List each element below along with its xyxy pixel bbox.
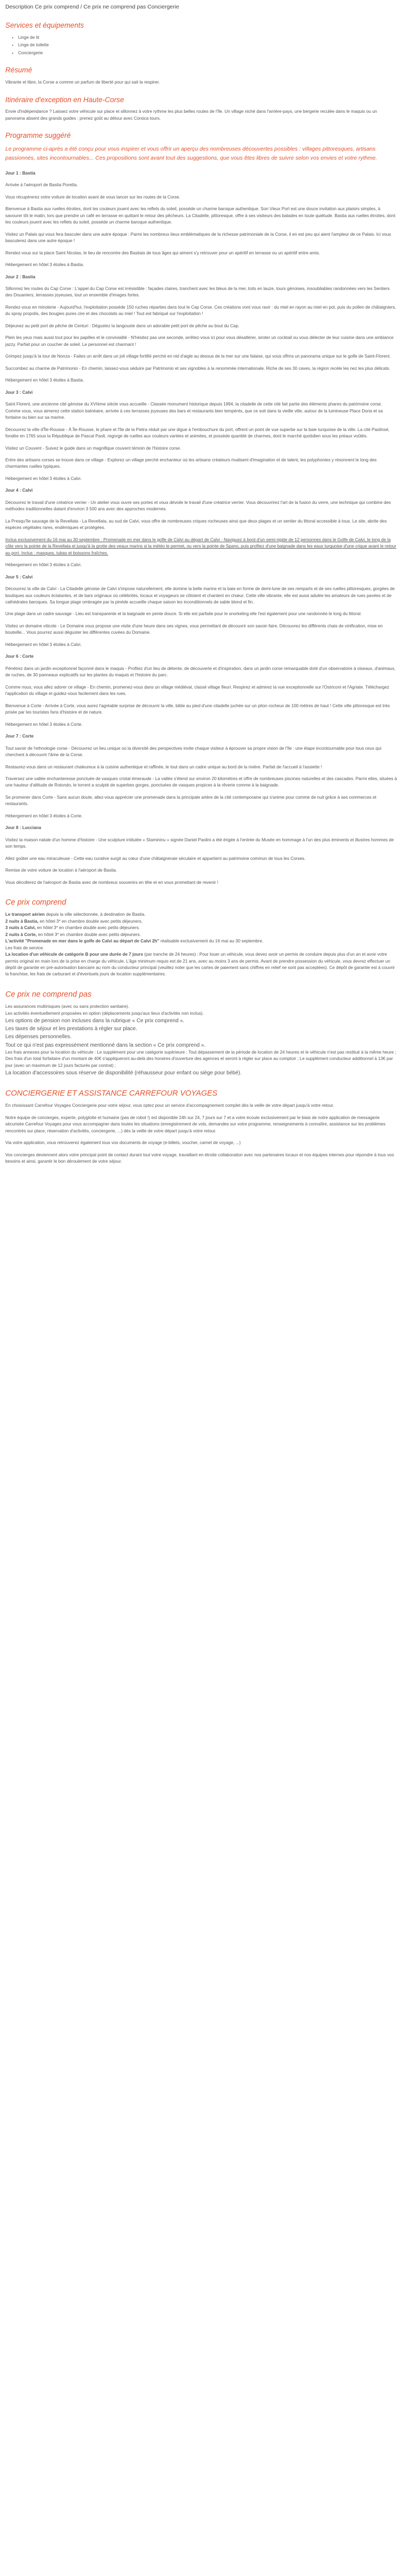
transport-text: depuis la ville sélectionnée, à destination de Bastia.: [46, 912, 146, 917]
activity-line: [5, 938, 398, 945]
day-title: Jour 1 : Bastia: [5, 170, 36, 176]
day-paragraph: Grimpez jusqu'à la tour de Nonza - Faites un arrêt dans un joli village fortifié perché en nid d'aigle au dessus de la mer sur une falaise, qui vous offrira un panorama unique sur le golfe de Saint-Florent.: [5, 354, 391, 359]
day-paragraph: Hébergement en hôtel 3 étoiles à Corte.: [5, 813, 83, 818]
list-item: • Conciergerie: [18, 50, 398, 56]
day-paragraph: Comme nous, vous allez adorer ce village - En chemin, promenez-vous dans un village médiéval, classé village fleuri. Respirez et admirez la vue exceptionnelle sur l'Ostriconi et l'Agriate. Téléchargez l'application du village et guidez-vous facilement dans les rues.: [5, 684, 389, 697]
itineraire-text: Envie d'indépendance ? Laissez votre véhicule sur place et sillonnez à votre rythme les plus belles routes de l'île. Un village niché dans l'arrière-pays, une bergerie reculée dans le maquis ou un panorama absent des grands guides : prenez goût au détour avec Corsica tours.: [5, 109, 377, 121]
list-item: Tout ce qui n'est pas expressément mentionné dans la section « Ce prix comprend ».: [5, 1042, 206, 1048]
day-paragraph: Se promener dans Corte - Sans aucun doute, allez-vous apprécier une promenade dans la principale artère de la cité contemporaine qui s'anime pour comme de nuit grâce à ses commerces et restaurants.: [5, 794, 376, 807]
day-paragraph: Découvrez la ville d'Île-Rousse - À Île-Rousse, le phare et l'île de la Pietra réduit par une digue à l'embouchure du port, offrent un point de vue superbe sur la baie turquoise de la ville. La cité Paolinsé, fondée en 1765 sous la République de Pascal Paoli, regorge de ruelles aux couleurs variées et animées, et possède quantité de charmes, dont le marché quotidien sous les préaux voûtés.: [5, 427, 390, 439]
day-paragraph: Pénétrez dans un jardin exceptionnel façonné dans le maquis - Profitez d'un lieu de détente, de découverte et d'inspiration, dans un jardin corse remarquable doté d'un observatoire à oiseaux, d'animaux, de ruches, de 30 panneaux explicatifs sur les plantes du maquis et l'histoire du parc.: [5, 666, 396, 678]
programme-days: [5, 170, 398, 886]
night-label: 2 nuits à Bastia,: [5, 918, 39, 924]
night-text: en hôtel 3* en chambre double avec petits déjeuners.: [39, 918, 143, 924]
conciergerie-paragraph: En choisissant Carrefour Voyages Conciergerie pour votre séjour, vous optez pour un service d'accompagnement complet dès la veille de votre départ jusqu'à votre retour.: [5, 1103, 334, 1108]
fees-line: Les frais de service.: [5, 945, 44, 950]
day-paragraph: Inclus exclusivement du 16 mai au 30 septembre : Promenade en mer dans le golfe de Calvi au départ de Calvi - Naviguez à bord d'un semi-rigide de 12 personnes dans le Golfe de Calvi, le long de la côte vers la pointe de la Revellata et jusqu'à la grotte des veaux marins si la météo le permet, ou vers la pointe de Spano, puis profitez d'une baignade dans les eaux turquoise d'une crique avant le retour au port. Inclus : masques, tubas et boissons fraîches.: [5, 537, 397, 556]
conciergerie-title: CONCIERGERIE ET ASSISTANCE CARREFOUR VOYAGES: [5, 1089, 217, 1098]
day-paragraph: Visitez un domaine viticole - Le Domaine vous propose une visite d'une heure dans ses vignes, vous permettant de découvrir son savoir-faire. Découvrez les différents chais de vinification, mise en bouteille... Vous pourrez aussi déguster les différentes cuvées du Domaine.: [5, 623, 383, 635]
day-title: Jour 3 : Calvi: [5, 390, 33, 395]
day-title: Jour 5 : Calvi: [5, 574, 33, 579]
day-paragraph: Succombez au charme de Patrimonio - En chemin, laissez-vous séduire par Patrimonio et ses vignobles à la renommée internationale. Riche de ses 30 caves, la région recèle les nez les plus délicats.: [5, 366, 391, 371]
location-label: La location d'un véhicule de catégorie B pour une durée de 7 jours: [5, 952, 143, 957]
day-paragraph: Plein les yeux mais aussi tout pour les papilles et le convivialité - N'hésitez pas une seconde, arrêtez-vous ici pour vous désaltérer, siroter un cocktail ou vous délecter de leur cuisine dans une ambiance jazzy. Parfait pour un coucher de soleil. Le personnel est charmant !: [5, 335, 394, 347]
list-item: La location d'accessoires sous réserve de disponibilité (réhausseur pour enfant ou siège pour bébé).: [5, 1070, 242, 1076]
programme-intro: Le programme ci-après a été conçu pour vous inspirer et vous offrir un aperçu des nombreuses découvertes possibles : villages pittoresques, artisans passionnés, sites incontournables... Ces propositions sont avant tout des suggestions, que vous êtes libres de suivre selon vos envies et votre rythme.: [5, 146, 377, 162]
day-paragraph: Allez goûter une eau miraculeuse - Cette eau curative surgit au cœur d'une châtaigneraie séculaire et appartient au patrimoine commun de tous les Corses.: [5, 856, 306, 861]
day-paragraph: Rendez-vous sur la place Saint Nicolas, le lieu de rencontre des Bastiais de tous âges qui aiment s'y retrouver pour un apéritif en terrasse ou un apéritif entre amis.: [5, 250, 320, 255]
day-paragraph: Rendez-vous en minoterie - Aujourd'hui, l'exploitation possède 150 ruches réparties dans tout le Cap Corse. Ces créations vont vous ravir : du miel en rayon au miel en pot, puis du pollen de châtaigniers, du spray propolis, des bougies pures cire et des chocolats au miel ! Tout est fabriqué sur l'exploitation !: [5, 304, 396, 317]
list-item: Les options de pension non incluses dans la rubrique « Ce prix comprend ».: [5, 1018, 184, 1024]
day-paragraph: Hébergement en hôtel 3 étoiles à Calvi.: [5, 476, 82, 481]
prix-ne-comprend-title: Ce prix ne comprend pas: [5, 990, 91, 999]
night-line: [5, 918, 398, 925]
day-paragraph: Hébergement en hôtel 3 étoiles à Calvi.: [5, 642, 82, 647]
list-item: Les assurances multirisques (avec ou sans protection sanitaire).: [5, 1004, 129, 1009]
day-paragraph: Découvrez la ville de Calvi - La Citadelle génoise de Calvi s'impose naturellement, elle domine la belle marine et la baie en forme de demi-lune de ses remparts et de ses ruelles pittoresques, gorgées de boutiques aux couleurs éclatantes, et de bars originaux où célébrités, locaux et voyageurs se côtoient et chantent en chœur. Cette ville vibrante, elle est aussi adulée les amateurs de rues pavées et de cathédrales baroques. Sa longue plage ombragée par la pinède accueille chaque saison les inconditionnels de sable blond et fin.: [5, 586, 395, 605]
day-paragraph: Bienvenue à Corte - Arrivée à Corte, vous aurez l'agréable surprise de découvrir la ville, bâtie au pied d'une citadelle juchée sur un piton rocheux de 100 mètres de haut ! Cette ville pittoresque est très prisée par les touristes fans d'histoire et de nature.: [5, 703, 390, 715]
day-paragraph: Une plage dans un cadre sauvage - Lieu est transparente et la baignade en pente douce. Si elle est parfaite pour le snorkeling elle l'est également pour une randonnée le long du littoral.: [5, 611, 362, 617]
transport-label: Le transport aérien: [5, 912, 45, 917]
day-paragraph: Vous décollerez de l'aéroport de Bastia avec de nombreux souvenirs en tête et en vous promettant de revenir !: [5, 880, 219, 885]
day-paragraph: Hébergement en hôtel 3 étoiles à Bastia.: [5, 262, 84, 268]
day-title: Jour 2 : Bastia: [5, 274, 36, 279]
location-text: (par tranche de 24 heures) : Pour louer un véhicule, vous devez avoir un permis de conduire depuis plus d'un an et avoir votre permis original en main lors de la prise en charge du véhicule. L'âge minimum requis est de 21 ans, avec au moins 3 ans de permis. Avant de prendre possession du véhicule, vous devrez effectuer un dépôt de garantie en pré-autorisation bancaire au nom du conducteur principal (veuillez noter que les cartes de paiement sans chiffres en relief ne sont pas acceptées). Ce dépôt de garantie est à couvrir la franchise, les frais de carburant et d'éventuels jours de location supplémentaires.: [5, 952, 395, 977]
transport-line: [5, 912, 398, 918]
services-list: [5, 35, 398, 56]
list-item: Les dépenses personnelles.: [5, 1034, 72, 1040]
day-paragraph: Visitez un Couvent - Suivez le guide dans un magnifique couvent témoin de l'histoire corse.: [5, 445, 181, 451]
resume-text: Vibrante et libre, la Corse a comme un parfum de liberté pour qui sait la respirer.: [5, 80, 160, 85]
prix-comprend-section: [5, 912, 398, 978]
day-paragraph: Hébergement en hôtel 3 étoiles à Bastia.: [5, 378, 84, 383]
day-paragraph: Saint Florent, une ancienne cité génoise du XVIème siècle vous accueille - Classée monument historique depuis 1994, la citadelle de cette cité fait partie des éléments phares du patrimoine corse. Comme vous, vous aimerez cette station balnéaire, arrivée à ces terrasses joyeuses des bars et restaurants bien tempérés, que ce soit dans la vieille ville, autour de la lumineuse Place Doria et sa fontaine ou bien sur sa marine.: [5, 402, 383, 420]
night-line: [5, 925, 398, 931]
location-line: [5, 951, 398, 978]
day-paragraph: Sillonnez les routes du Cap Corse : L'appel du Cap Corse est irrésistible : façades claires, tranchent avec les bleus de la mer, toits en lauze, tours génoises, insoubliables randonnées vers les Sentiers des Douaniers, terrasses joyeuses, tout un ensemble d'images fortes.: [5, 286, 390, 298]
day-paragraph: Vous récupérerez votre voiture de location avant de vous lancer sur les routes de la Corse.: [5, 194, 181, 200]
list-item: Les taxes de séjour et les prestations à régler sur place.: [5, 1026, 137, 1032]
activity-label: L'activité "Promenade en mer dans le golfe de Calvi au départ de Calvi 2h": [5, 939, 159, 944]
night-text: en hôtel 3* en chambre double avec petits déjeuners.: [38, 932, 141, 937]
description: Description Ce prix comprend / Ce prix ne comprend pas Conciergerie: [5, 4, 179, 10]
conciergerie-paragraph: Notre équipe de concierges, experte, polyglotte et humaine (pas de robot !) est disponible 24h sur 24, 7 jours sur 7 et a votre écoute exclusivement par le biais de notre application de messagerie sécurisée Carrefour Voyages pour vous accompagner dans toutes les situations (enregistrement de vols, demandes sur votre programme, renseignements à connaître, assistance sur les problèmes rencontrés sur place, réservation d'activités, conciergerie, ...) dès la veille de votre départ jusqu'à votre retour.: [5, 1115, 385, 1133]
day-paragraph: Arrivée à l'aéroport de Bastia Poretta.: [5, 183, 78, 188]
list-item: • Linge de lit: [18, 35, 398, 41]
night-text: en hôtel 3* en chambre double avec petits déjeuners.: [37, 925, 140, 931]
day-paragraph: Hébergement en hôtel 3 étoiles à Calvi.: [5, 562, 82, 568]
day-paragraph: Visitez un Palais qui vous fera basculer dans une autre époque : Parmi les nombreux lieux emblématiques de la richesse patrimoniale de la Corse, il en est peu qui aient l'ampleur de ce Palais. Ici vous basculerez dans une autre époque !: [5, 231, 391, 244]
prix-comprend-title: Ce prix comprend: [5, 898, 66, 907]
day-paragraph: Bienvenue à Bastia aux ruelles étroites, dont les couleurs jouent avec les reflets du soleil, posséde un charme baroque authentique. Son Vieux Port est une douce invitation aux plaisirs simples, à savourer tôt le matin, lors que prendre un café en terrasse en quittant le retour des pêcheurs. La Citadelle, pittoresque, offre à ses visiteurs des balades en toute quiétude. Bastia aux ruelles étroites, dont les couleurs jouent avec les reflets du soleil, posséde un charme baroque authentique.: [5, 206, 396, 225]
day-title: Jour 4 : Calvi: [5, 488, 33, 493]
day-paragraph: Tout savoir de l'ethnologie corse - Découvrez un lieu unique où la diversité des perspectives invite chaque visiteur à éprouver sa propre vision de l'île : une étape incontournable pour tous ceux qui cherchent à découvrir l'âme de la Corse.: [5, 746, 382, 758]
conciergerie-section: [5, 1103, 398, 1165]
day-paragraph: Déjeunez au petit port de pêche de Centuri : Dégustez la langouste dans un adorable petit port de pêche au bout du Cap.: [5, 323, 240, 328]
conciergerie-paragraph: Vos concierges deviennent alors votre principal point de contact durant tout votre voyage, travaillant en étroite collaboration avec nos partenaires locaux et nos équipes internes pour répondre à tous vos besoins et ainsi, garantir le bon déroulement de votre séjour.: [5, 1152, 394, 1164]
day-title: Jour 6 : Corte: [5, 654, 34, 659]
day-paragraph: Visitez la maison natale d'un homme d'histoire - Une sculpture intitulée « Stamininu » signée Daniel Paolini a été érigée à l'entrée du Musée en hommage à l'un des plus éminents et illustres hommes de son temps.: [5, 837, 394, 849]
day-title: Jour 7 : Corte: [5, 734, 34, 739]
itineraire-title: Itinéraire d'exception en Haute-Corse: [5, 95, 124, 104]
day-paragraph: La Presqu'île sauvage de la Revellata - La Revellata, au sud de Calvi, vous offre de nombreuses criques rocheuses ainsi que deux plages et un sentier du littoral accessible à tous. Le site, abrite des espèces végétales rares, endémiques et protégées.: [5, 518, 387, 531]
list-item: Les frais annexes pour la location du véhicule : Le supplément pour une catégorie supérieure ; Tout dépassement de la période de location de 24 heures et le véhicule n'est pas restitué à la même heure ; Des frais d'un total forfaitaire d'un montant de 40€ s'appliqueront au-delà des horaires d'ouverture des agences et seront à régler sur place au comptoir ; Le supplément conducteur additionnel à 13€ par jour (avec un maximum de 12 jours facturés par contrat) ;: [5, 1049, 397, 1068]
conciergerie-paragraph: Via votre application, vous retrouverez également tous vos documents de voyage (e-billets, voucher, carnet de voyage, ...): [5, 1140, 241, 1146]
day-paragraph: Entre des artisans corses se trouve dans ce village - Explorez un village perché enchanteur où les artisans créateurs rivalisent d'imagination et de talent, les polyphonies y résonnent le long des charmantes ruelles typiques.: [5, 457, 377, 469]
day-title: Jour 8 : Lucciana: [5, 825, 41, 831]
night-line: [5, 932, 398, 938]
activity-text: réalisable exclusivement du 16 mai au 30 septembre.: [160, 939, 264, 944]
page: [0, 0, 403, 1187]
day-paragraph: Traversez une vallée enchanteresse ponctuée de vasques cristal émeraude - La vallée s'étend sur environ 20 kilomètres et offre de nombreuses piscines naturelles et des cascades. Parmi elles, situées à une hauteur d'altitude de Rotondo, le torrent a sculpté de superbes gorges, ponctuées de vasques propices à la rêverie comme à la baignade.: [5, 776, 397, 788]
night-label: 2 nuits à Corte,: [5, 932, 37, 937]
day-paragraph: Remise de votre voiture de location à l'aéroport de Bastia.: [5, 868, 117, 873]
services-title: Services et équipements: [5, 21, 84, 29]
list-item: Les activités éventuellement proposées en option (déplacements jusqu'aux lieux d'activités non inclus).: [5, 1010, 204, 1016]
day-paragraph: Hébergement en hôtel 3 étoiles à Corte.: [5, 722, 83, 727]
day-paragraph: Découvrez le travail d'une créatrice verrier - Un atelier vous ouvre ses portes et vous dévoile le travail d'une créatrice verrier. Vous découvrirez l'art de la fusion du verre, une technique qui combine des méthodes traditionnelles datant d'environ 3 500 ans avec des approches modernes.: [5, 500, 391, 512]
list-item: • Linge de toilette: [18, 42, 398, 48]
prix-ne-comprend-section: [5, 1004, 398, 1077]
day-paragraph: Restaurez-vous dans un restaurant chaleureux à la cuisine authentique et raffinée, le tout dans un cadre unique au bord de la rivière. Parfait de l'accueil à l'assiette !: [5, 764, 322, 769]
resume-title: Résumé: [5, 66, 32, 74]
night-label: 3 nuits à Calvi,: [5, 925, 36, 931]
programme-title: Programme suggéré: [5, 131, 71, 140]
